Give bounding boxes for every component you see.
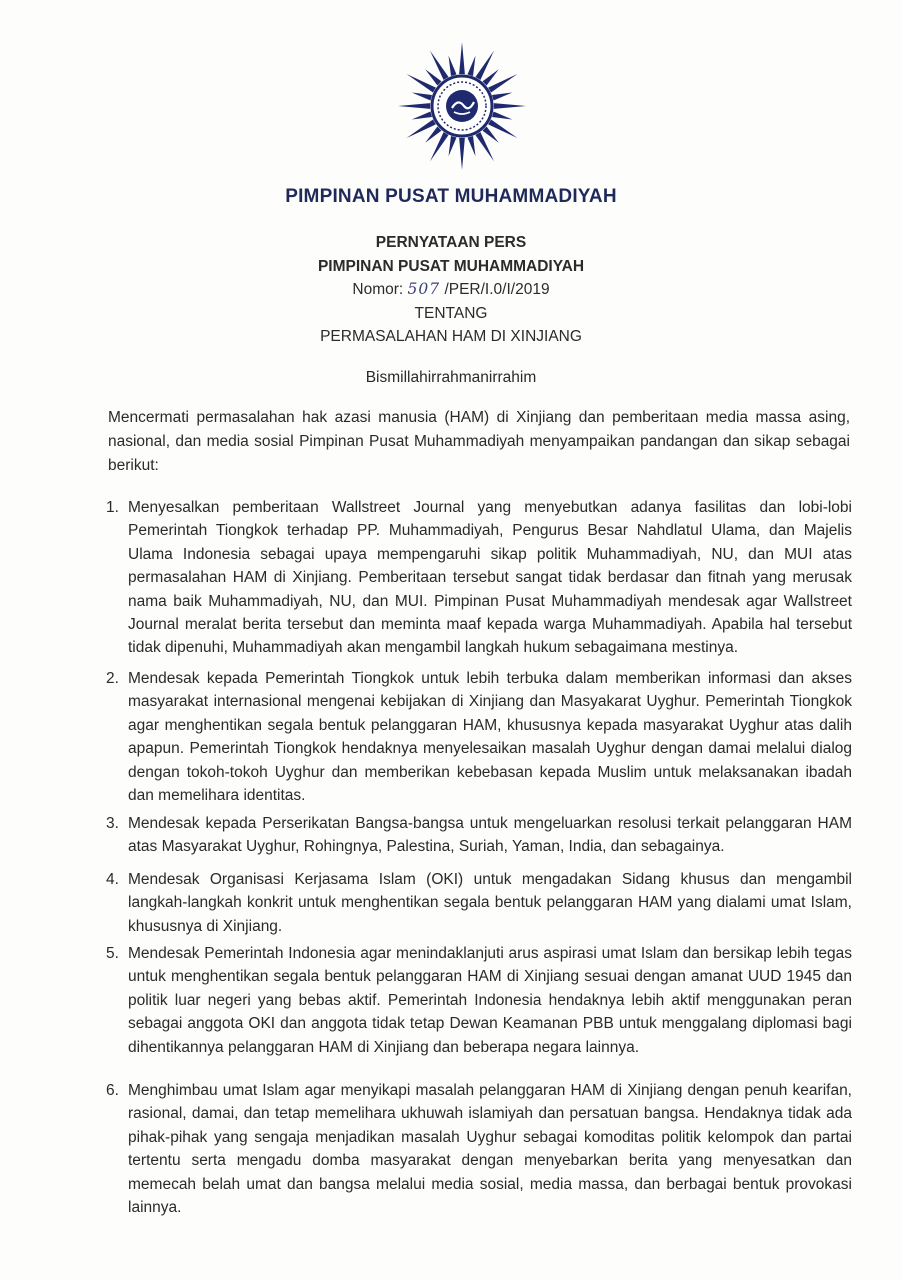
list-item [106, 1079, 852, 1219]
list-item-text: Mendesak Organisasi Kerjasama Islam (OKI) untuk mengadakan Sidang khusus dan mengambil langkah-langkah konkrit untuk menghentikan segala bentuk pelanggaran HAM yang dialami umat Islam, khususnya di Xinjiang. [128, 871, 852, 935]
emblem-ray [412, 93, 432, 101]
list-item [106, 868, 852, 938]
list-item-text: Mendesak kepada Pemerintah Tiongkok untuk lebih terbuka dalam memberikan informasi dan akses masyarakat internasional mengenai kebijakan di Xinjiang dan Masyakarat Uyghur. Pemerintah Tiongkok agar menghentikan segala bentuk pelanggaran HAM, khususnya kepada masyarakat Uyghur atas dalih apapun. Pemerintah Tiongkok hendaknya menyelesaikan masalah Uyghur dengan damai melalui dialog dengan tokoh-tokoh Uyghur dan memberikan kebebasan kepada Muslim untuk melaksanakan ibadah dan memelihara identitas. [128, 670, 852, 805]
list-item-number: 6. [106, 1082, 119, 1099]
emblem-ray [459, 42, 465, 74]
nomor-suffix: /PER/I.0/I/2019 [444, 281, 550, 298]
header-line-2: PIMPINAN PUSAT MUHAMMADIYAH [317, 257, 585, 275]
list-item [106, 942, 852, 1059]
press-header [0, 231, 902, 349]
muhammadiyah-sun-emblem-icon [396, 40, 528, 172]
list-item-number: 3. [106, 815, 119, 832]
list-item [106, 496, 852, 660]
emblem-ray [425, 69, 441, 85]
emblem-ray [494, 103, 526, 109]
emblem-ray [483, 69, 499, 85]
list-item-text: Menghimbau umat Islam agar menyikapi masalah pelanggaran HAM di Xinjiang dengan penuh kearifan, rasional, damai, dan tetap memelihara ukhuwah islamiyah dan persatuan bangsa. Hendaknya tidak ada pihak-pihak yang sengaja menjadikan masalah Uyghur sebagai komoditas politik kelompok dan partai tertentu serta mengadu domba masyarakat dengan menyebarkan berita yang menyesatkan dan memecah belah umat dan bangsa melalui media sosial, media massa, dan berbagai bentuk provokasi lainnya. [128, 1082, 852, 1217]
emblem-ray [492, 93, 512, 101]
list-item-number: 4. [106, 871, 119, 888]
intro-paragraph: Mencermati permasalahan hak azasi manusia (HAM) di Xinjiang dan pemberitaan media massa asing, nasional, dan media sosial Pimpinan Pusat Muhammadiyah menyampaikan pandangan dan sikap sebagai berikut: [108, 409, 850, 474]
emblem-ray [467, 136, 475, 156]
emblem-ray [449, 136, 457, 156]
emblem-ray [449, 56, 457, 76]
emblem-ray [412, 111, 432, 119]
emblem-ray [483, 127, 499, 143]
header-line-4: TENTANG [414, 304, 488, 322]
list-item-text: Mendesak kepada Perserikatan Bangsa-bangsa untuk mengeluarkan resolusi terkait pelanggaran HAM atas Masyarakat Uyghur, Rohingnya, Palestina, Suriah, Yaman, India, dan sebagainya. [128, 815, 852, 856]
emblem-ray [467, 56, 475, 76]
list-item-number: 5. [106, 945, 119, 962]
emblem-ray [492, 111, 512, 119]
organization-title: PIMPINAN PUSAT MUHAMMADIYAH [285, 186, 617, 207]
list-item-text: Menyesalkan pemberitaan Wallstreet Journal yang menyebutkan adanya fasilitas dan lobi-lobi Pemerintah Tiongkok terhadap PP. Muhammadiyah, Pengurus Besar Nahdlatul Ulama, dan Majelis Ulama Indonesia sebagai upaya mempengaruhi sikap politik Muhammadiyah, NU, dan MUI atas permasalahan HAM di Xinjiang. Pemberitaan tersebut sangat tidak berdasar dan fitnah yang merusak nama baik Muhammadiyah, NU, dan MUI. Pimpinan Pusat Muhammadiyah mendesak agar Wallstreet Journal meralat berita tersebut dan meminta maaf kepada warga Muhammadiyah. Apabila hal tersebut tidak dipenuhi, Muhammadiyah akan mengambil langkah hukum sebagaimana mestinya. [128, 499, 852, 657]
header-line-1: PERNYATAAN PERS [375, 234, 527, 251]
emblem-ray [425, 127, 441, 143]
list-item [106, 667, 852, 807]
nomor-handwritten: 507 [407, 280, 441, 298]
list-item-number: 1. [106, 499, 119, 516]
bismillah-text: Bismillahirrahmanirrahim [365, 369, 537, 386]
list-item-text: Mendesak Pemerintah Indonesia agar menindaklanjuti arus aspirasi umat Islam dan bersikap lebih tegas untuk menghentikan segala bentuk pelanggaran HAM di Xinjiang sesuai dengan amanat UUD 1945 dan politik luar negeri yang bebas aktif. Pemerintah Indonesia hendaknya lebih aktif menggunakan peran sebagai anggota OKI dan anggota tidak tetap Dewan Keamanan PBB untuk menggalang diplomasi bagi dihentikannya pelanggaran HAM di Xinjiang dan beberapa negara lainnya. [128, 945, 852, 1056]
header-nomor [0, 278, 902, 302]
list-item [106, 812, 852, 859]
emblem-ray [459, 138, 465, 170]
header-line-5: PERMASALAHAN HAM DI XINJIANG [320, 328, 582, 345]
emblem-ray [398, 103, 430, 109]
nomor-label: Nomor: [352, 281, 404, 298]
list-item-number: 2. [106, 670, 119, 687]
